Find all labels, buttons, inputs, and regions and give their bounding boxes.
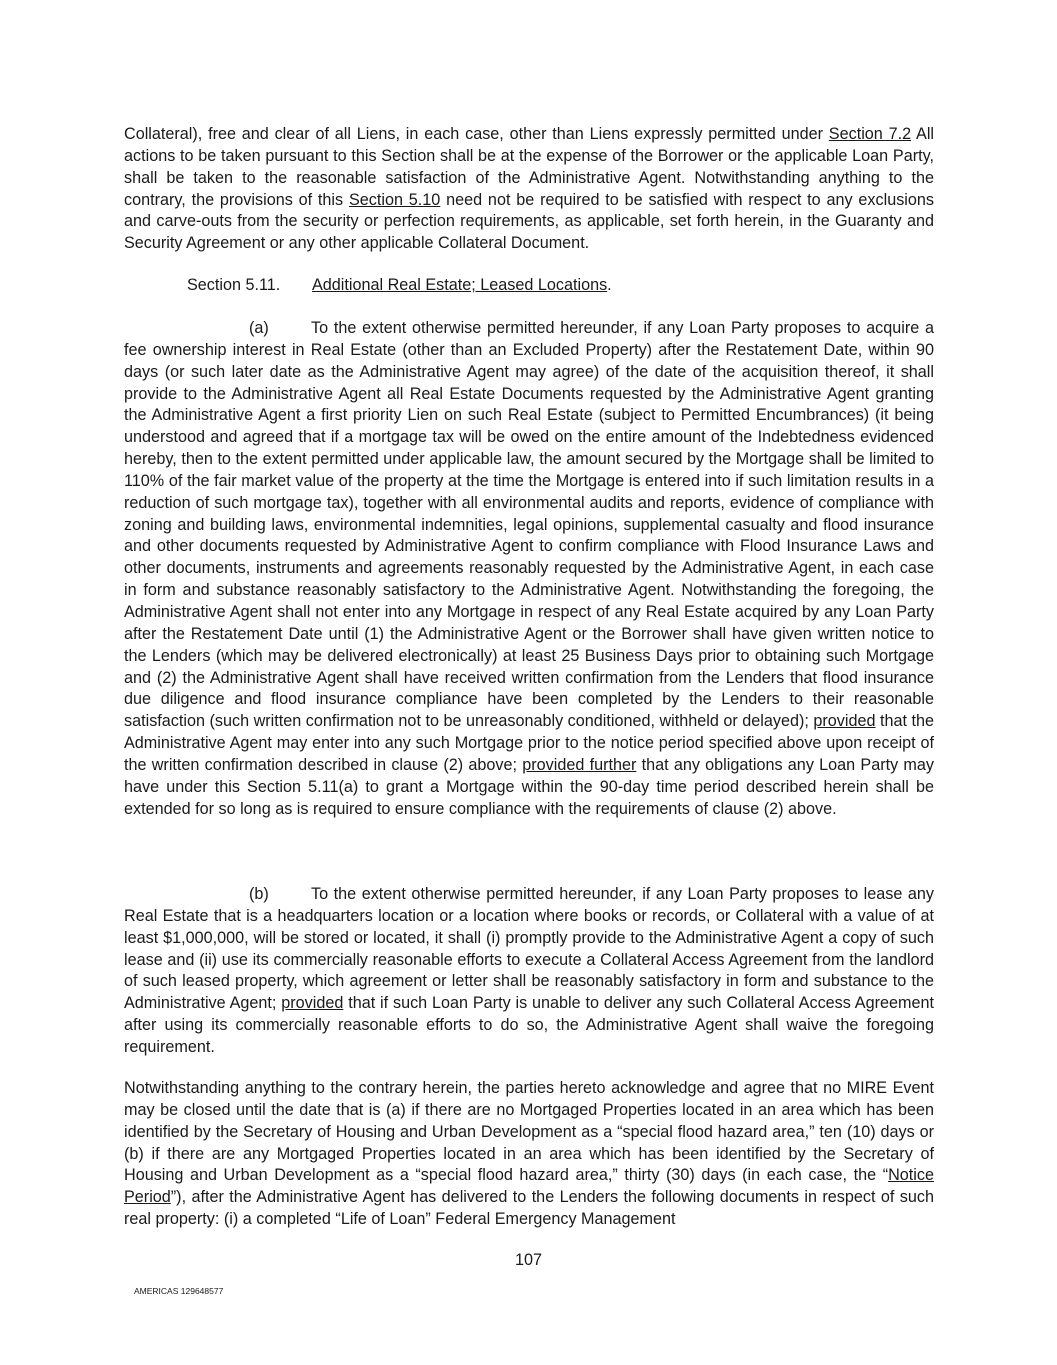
section-reference-7-2: Section 7.2 [828,125,912,143]
text-run: ”), after the Administrative Agent has delivered to the Lenders the following documents in respect of such real property: (i) a completed “Life of Loan” Federal Emergency Management [124,1188,934,1229]
section-reference-5-10: Section 5.10 [348,190,441,209]
text-run: that the Administrative Agent may enter into any such Mortgage prior to the notice period specified above upon receipt of the written confirmation described in clause (2) above; [124,712,935,774]
text-run: that any obligations any Loan Party may have under this Section 5.11(a) to grant a Mortgage within the 90-day time period described herein shall be extended for so long as is required to ensure compliance with the requirements of clause (2) above. [124,755,934,818]
defined-term-provided: provided [813,712,876,731]
paragraph-b [124,884,934,1059]
paragraph-mire-event [124,1078,934,1231]
text-run: that if such Loan Party is unable to deliver any such Collateral Access Agreement after using its commercially reasonable efforts to do so, the Administrative Agent shall waive the foregoing requirement. [124,994,934,1056]
document-id-footer: AMERICAS 129648577 [134,1286,224,1296]
text-run: Collateral), free and clear of all Liens, in each case, other than Liens expressly permitted under [124,125,829,143]
paragraph-collateral-continuation [124,124,934,255]
defined-term-provided: provided [281,994,344,1013]
text-run: need not be required to be satisfied with respect to any exclusions and carve-outs from the security or perfection requirements, as applicable, set forth herein, in the Guaranty and Security Agreement or any other applicable Collateral Document. [124,190,934,253]
clause-label-b: (b) [249,885,269,903]
defined-term-notice-period: Notice Period [124,1166,934,1207]
section-heading [187,275,887,297]
section-number: Section 5.11. [187,276,281,294]
defined-term-provided-further: provided further [522,755,637,774]
section-title: Additional Real Estate; Leased Locations [312,276,608,294]
page-number: 107 [514,1251,542,1269]
paragraph-a [124,318,934,820]
text-run: To the extent otherwise permitted hereunder, if any Loan Party proposes to acquire a fee ownership interest in Real Estate (other than an Excluded Property) after the Restatement Date, within 90 days (or such later date as the Administrative Agent may agree) of the date of the acquisition thereof, it shall provide to the Administrative Agent all Real Estate Documents requested by the Administrative Agent granting the Administrative Agent a first priority Lien on such Real Estate (subject to Permitted Encumbrances) (it being understood and agreed that if a mortgage tax will be owed on the entire amount of the Indebtedness evidenced hereby, then to the extent permitted under applicable law, the amount secured by the Mortgage shall be limited to 110% of the fair market value of the property at the time the Mortgage is entered into if such limitation results in a reduction of such mortgage tax), together with all environmental audits and reports, evidence of compliance with zoning and building laws, environmental indemnities, legal opinions, supplemental casualty and flood insurance and other documents requested by Administrative Agent to confirm compliance with Flood Insurance Laws and other documents, instruments and agreements reasonably requested by the Administrative Agent, in each case in form and substance reasonably satisfactory to the Administrative Agent. Notwithstanding the foregoing, the Administrative Agent shall not enter into any Mortgage in respect of any Real Estate acquired by any Loan Party after the Restatement Date until (1) the Administrative Agent or the Borrower shall have given written notice to the Lenders (which may be delivered electronically) at least 25 Business Days prior to obtaining such Mortgage and (2) the Administrative Agent shall have received written confirmation from the Lenders that flood insurance due diligence and flood insurance compliance have been completed by the Lenders to their reasonable satisfaction (such written confirmation not to be unreasonably conditioned, withheld or delayed); [124,319,934,731]
text-run: All actions to be taken pursuant to this Section shall be at the expense of the Borrower or the applicable Loan Party, shall be taken to the reasonable satisfaction of the Administrative Agent. Notwithstanding anything to the contrary, the provisions of this [124,125,935,209]
text-run: Notwithstanding anything to the contrary herein, the parties hereto acknowledge and agree that no MIRE Event may be closed until the date that is (a) if there are no Mortgaged Properties located in an area which has been identified by the Secretary of Housing and Urban Development as a “special flood hazard area,” ten (10) days or (b) if there are any Mortgaged Properties located in an area which has been identified by the Secretary of Housing and Urban Development as a “special flood hazard area,” thirty (30) days (in each case, the “ [124,1079,934,1185]
clause-label-a: (a) [249,319,269,337]
section-title-period: . [607,276,612,294]
text-run: To the extent otherwise permitted hereunder, if any Loan Party proposes to lease any Real Estate that is a headquarters location or a location where books or records, or Collateral with a value of at least $1,000,000, will be stored or located, it shall (i) promptly provide to the Administrative Agent a copy of such lease and (ii) use its commercially reasonable efforts to execute a Collateral Access Agreement from the landlord of such leased property, which agreement or letter shall be reasonably satisfactory in form and substance to the Administrative Agent; [124,885,934,1013]
